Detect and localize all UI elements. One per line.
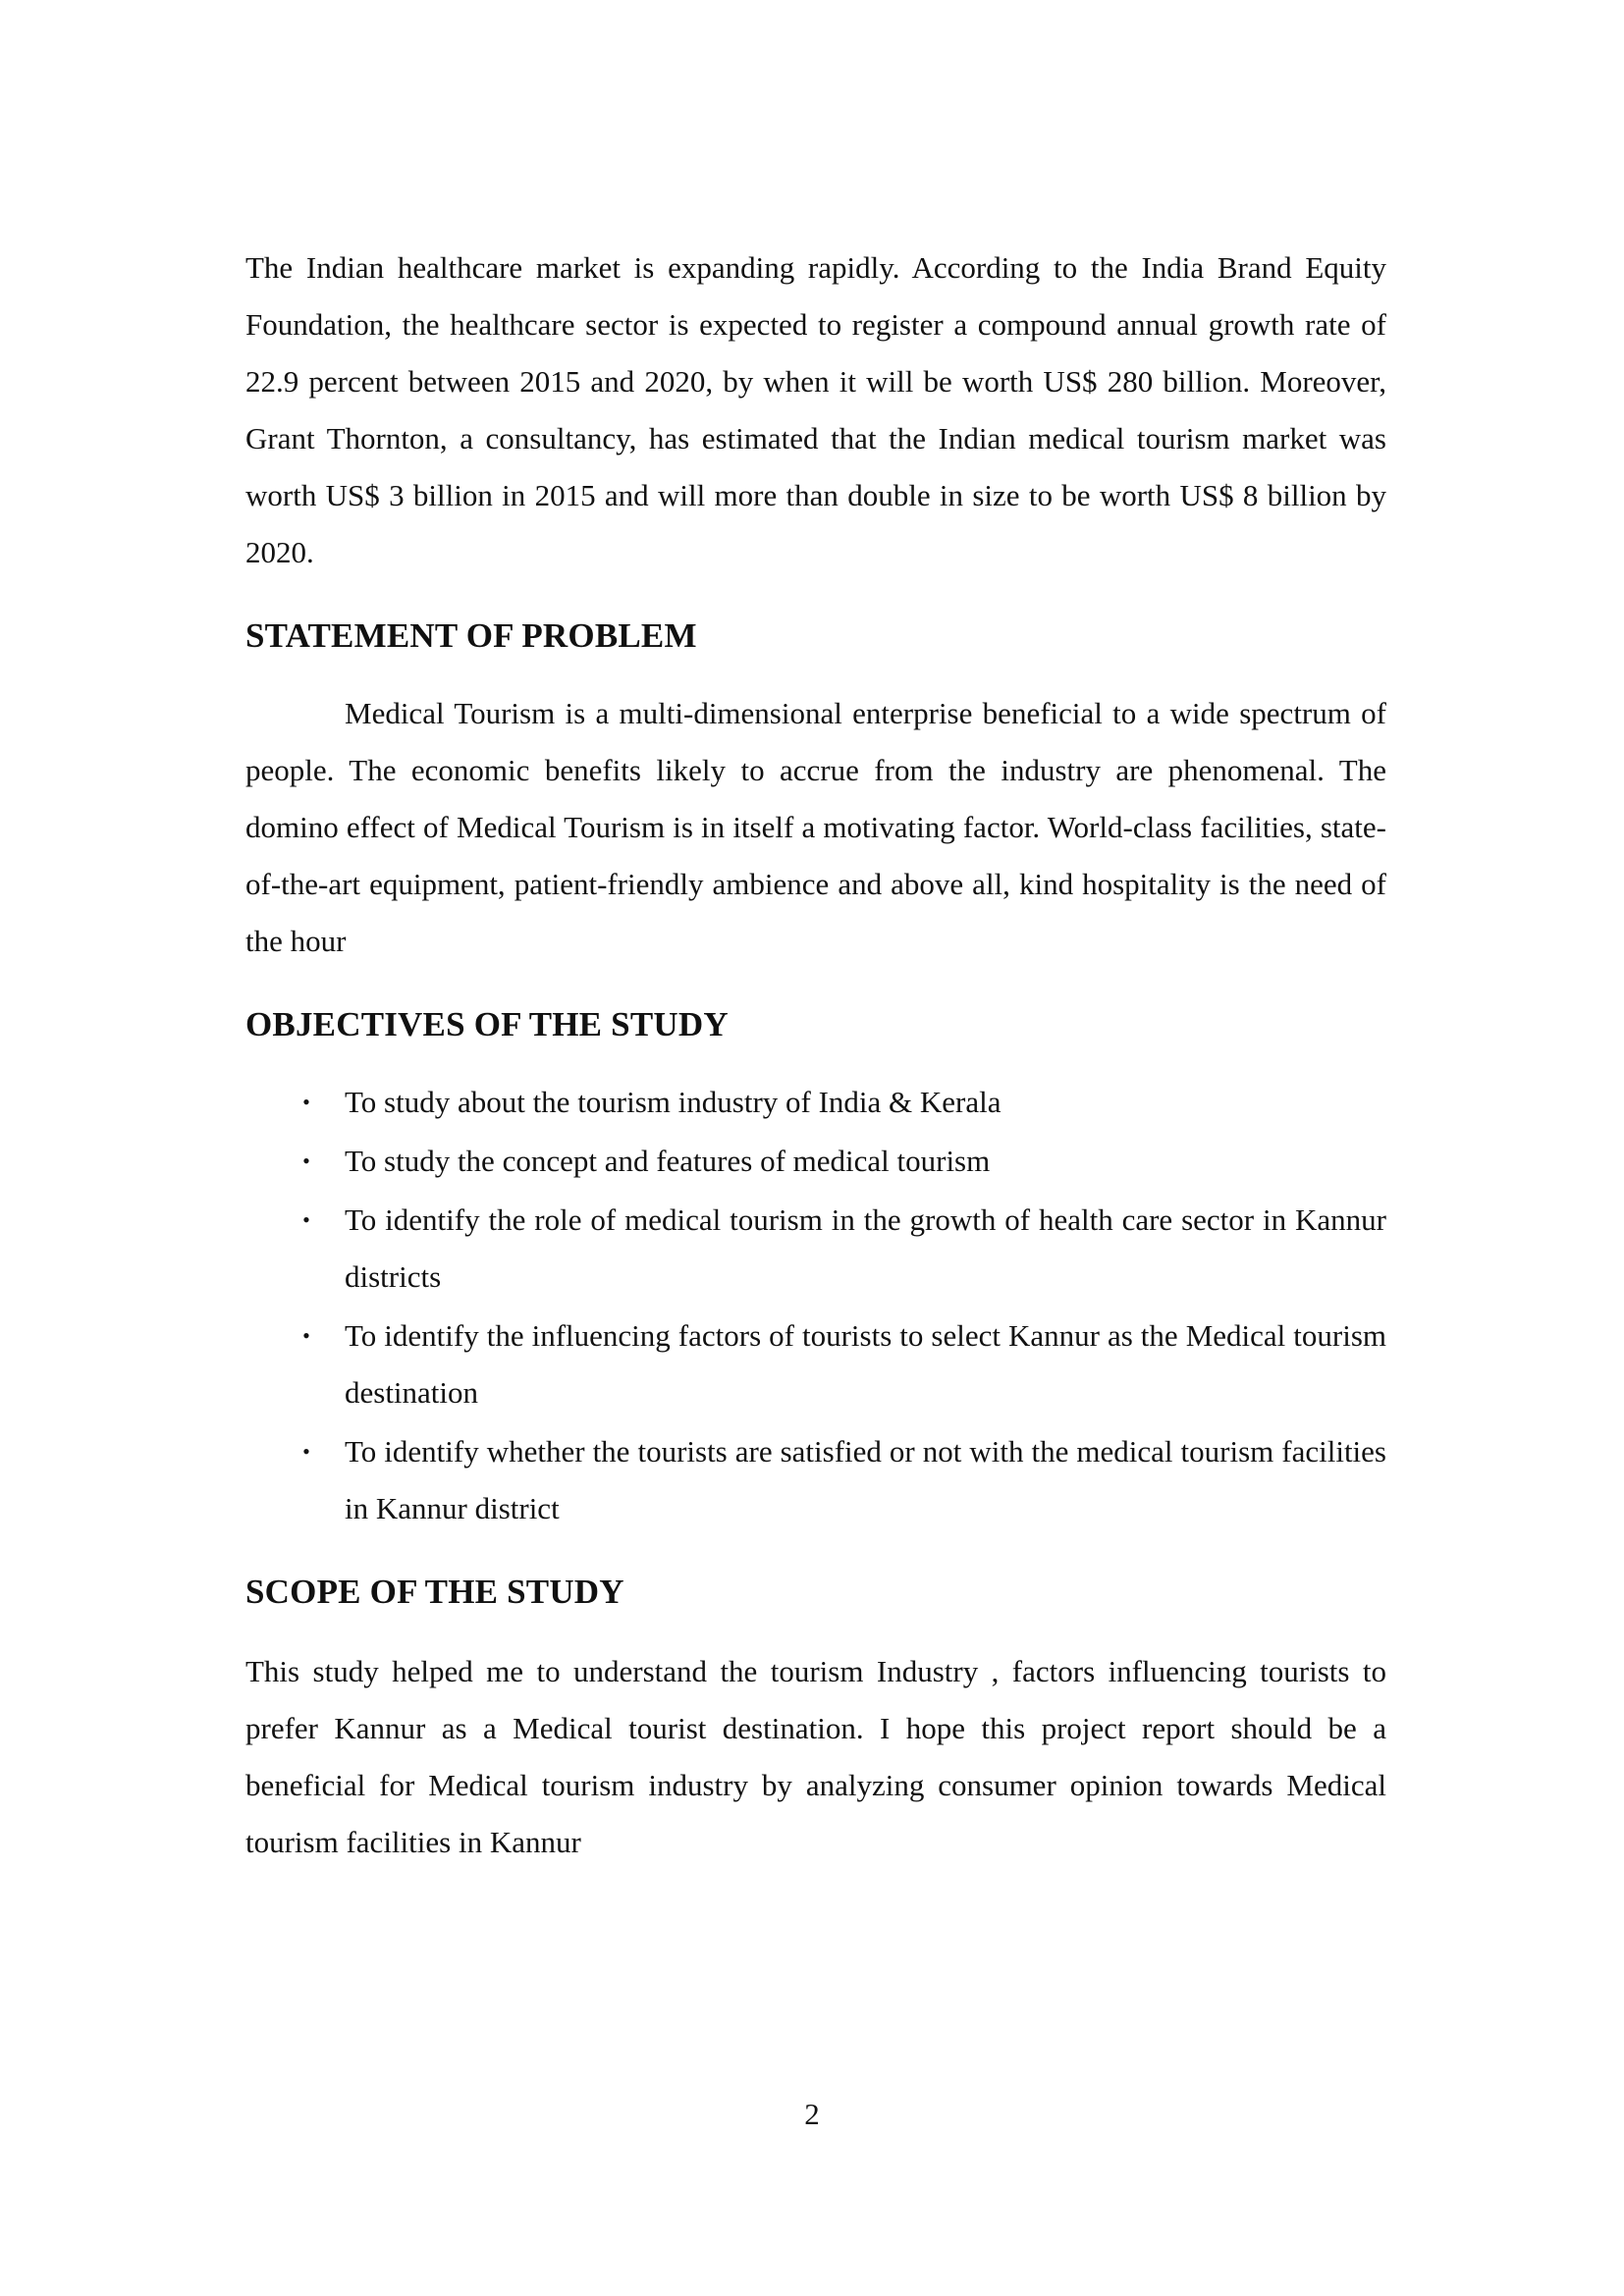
objective-text: To identify the influencing factors of tourists to select Kannur as the Medical tourism destination	[345, 1318, 1386, 1410]
bullet-icon: •	[302, 1148, 310, 1173]
scope-paragraph: This study helped me to understand the tourism Industry , factors influencing tourists to prefer Kannur as a Medical tourist destination. I hope this project report should be a beneficial for Medical tourism industry by analyzing consumer opinion towards Medical tourism facilities in Kannur	[245, 1654, 1386, 1859]
bullet-icon: •	[302, 1323, 310, 1348]
bullet-icon: •	[302, 1207, 310, 1232]
objective-text: To study the concept and features of medical tourism	[345, 1144, 991, 1178]
objectives-heading: OBJECTIVES OF THE STUDY	[245, 1005, 729, 1043]
page-number: 2	[804, 2097, 820, 2131]
objective-text: To identify the role of medical tourism in the growth of health care sector in Kannur districts	[345, 1202, 1386, 1294]
objective-item	[245, 1423, 1386, 1537]
scope-heading: SCOPE OF THE STUDY	[245, 1573, 624, 1611]
objective-text: To identify whether the tourists are satisfied or not with the medical tourism facilities in Kannur district	[345, 1434, 1386, 1525]
page-content	[245, 240, 1386, 1871]
objective-item	[245, 1308, 1386, 1421]
objective-item	[245, 1074, 1386, 1131]
objective-item	[245, 1133, 1386, 1190]
statement-of-problem-heading: STATEMENT OF PROBLEM	[245, 616, 697, 655]
intro-paragraph: The Indian healthcare market is expanding rapidly. According to the India Brand Equity Foundation, the healthcare sector is expected to register a compound annual growth rate of 22.9 percent between 2015 and 2020, by when it will be worth US$ 280 billion. Moreover, Grant Thornton, a consultancy, has estimated that the Indian medical tourism market was worth US$ 3 billion in 2015 and will more than double in size to be worth US$ 8 billion by 2020.	[245, 250, 1386, 569]
objectives-list	[245, 1074, 1386, 1537]
bullet-icon: •	[302, 1090, 310, 1114]
statement-of-problem-paragraph: Medical Tourism is a multi-dimensional enterprise beneficial to a wide spectrum of people. The economic benefits likely to accrue from the industry are phenomenal. The domino effect of Medical Tourism is in itself a motivating factor. World-class facilities, state-of-the-art equipment, patient-friendly ambience and above all, kind hospitality is the need of the hour	[245, 696, 1386, 958]
objective-text: To study about the tourism industry of India & Kerala	[345, 1085, 1001, 1119]
bullet-icon: •	[302, 1439, 310, 1464]
objective-item	[245, 1192, 1386, 1306]
